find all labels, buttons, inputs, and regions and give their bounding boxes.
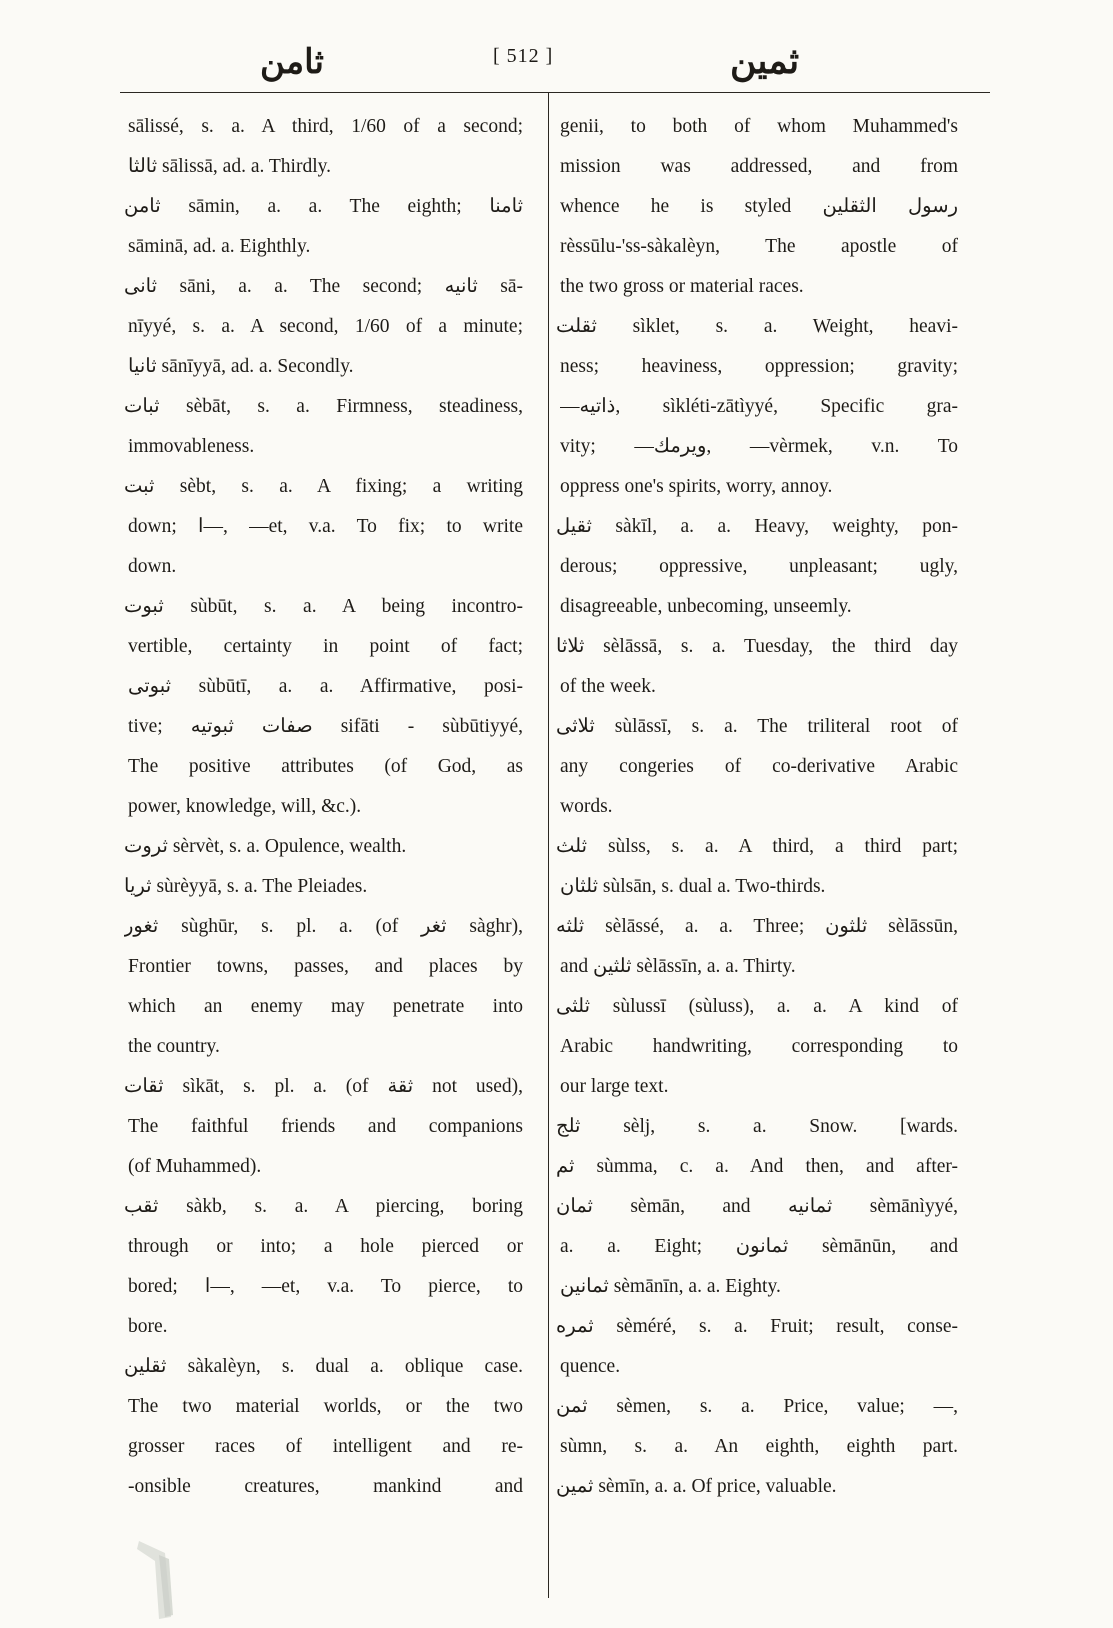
line: -onsible creatures, mankind and — [128, 1476, 523, 1497]
line: Frontier towns, passes, and places by — [128, 956, 523, 977]
line: bore. — [128, 1316, 168, 1337]
line: ثانی sāni, a. a. The second; ثانیه sā- — [124, 276, 523, 297]
line: oppress one's spirits, worry, annoy. — [560, 476, 833, 497]
line: ثلج sèlj, s. a. Snow. [wards. — [556, 1116, 958, 1137]
line: genii, to both of whom Muhammed's — [560, 116, 958, 137]
right-column — [556, 107, 958, 1507]
page-number: [ 512 ] — [493, 45, 554, 67]
line: quence. — [560, 1356, 621, 1377]
line: grosser races of intelligent and re- — [128, 1436, 523, 1457]
line: ثقلین sàkalèyn, s. dual a. oblique case. — [124, 1356, 523, 1377]
line: ثلث sùlss, s. a. A third, a third part; — [556, 836, 958, 857]
line: which an enemy may penetrate into — [128, 996, 523, 1017]
line: immovableness. — [128, 436, 255, 457]
page-header — [0, 0, 1113, 100]
line: ثمان sèmān, and ثمانیه sèmānìyyé, — [556, 1196, 958, 1217]
line: bored; ا—, —et, v.a. To pierce, to — [128, 1276, 523, 1297]
line: our large text. — [560, 1076, 669, 1097]
line: ثقلت sìklet, s. a. Weight, heavi- — [556, 316, 958, 337]
line: tive; صفات ثبوتیه sifāti - sùbūtiyyé, — [128, 716, 523, 737]
line: ثغور sùghūr, s. pl. a. (of ثغر sàghr), — [124, 916, 523, 937]
line: ثریا sùrèyyā, s. a. The Pleiades. — [124, 876, 368, 897]
line: ثروت sèrvèt, s. a. Opulence, wealth. — [124, 836, 407, 857]
line: mission was addressed, and from — [560, 156, 958, 177]
left-column — [124, 107, 523, 1507]
line: a. a. Eight; ثمانون sèmānūn, and — [560, 1236, 958, 1257]
line: of the week. — [560, 676, 656, 697]
line: disagreeable, unbecoming, unseemly. — [560, 596, 852, 617]
line: sāminā, ad. a. Eighthly. — [128, 236, 311, 257]
line: ثبت sèbt, s. a. A fixing; a writing — [124, 476, 523, 497]
line: The two material worlds, or the two — [128, 1396, 523, 1417]
line: rèssūlu-'ss-sàkalèyn, The apostle of — [560, 236, 958, 257]
column-divider — [548, 92, 549, 1598]
line: ثقب sàkb, s. a. A piercing, boring — [124, 1196, 523, 1217]
line: ثمن sèmen, s. a. Price, value; —, — [556, 1396, 958, 1417]
line: Arabic handwriting, corresponding to — [560, 1036, 958, 1057]
line: ثبات sèbāt, s. a. Firmness, steadiness, — [124, 396, 523, 417]
line: through or into; a hole pierced or — [128, 1236, 523, 1257]
line: ثبوتی sùbūtī, a. a. Affirmative, posi- — [128, 676, 523, 697]
line: ثلثی sùlussī (sùluss), a. a. A kind of — [556, 996, 958, 1017]
line: ثمین sèmīn, a. a. Of price, valuable. — [556, 1476, 837, 1497]
library-stamp-mark — [135, 1535, 185, 1621]
line: any congeries of co-derivative Arabic — [560, 756, 958, 777]
line: vity; —ویرمك, —vèrmek, v.n. To — [560, 436, 958, 457]
line: ثمانین sèmānīn, a. a. Eighty. — [560, 1276, 781, 1297]
line: ثلثه sèlāssé, a. a. Three; ثلثون sèlāssūn, — [556, 916, 958, 937]
line: sālissé, s. a. A third, 1/60 of a second; — [128, 116, 523, 137]
line: —ذاتیه, sìkléti-zātìyyé, Specific gra- — [560, 396, 958, 417]
line: power, knowledge, will, &c.). — [128, 796, 362, 817]
line: ثقیل sàkīl, a. a. Heavy, weighty, pon- — [556, 516, 958, 537]
line: The positive attributes (of God, as — [128, 756, 523, 777]
line: the country. — [128, 1036, 220, 1057]
line: ثامن sāmin, a. a. The eighth; ثامنا — [124, 196, 523, 217]
line: the two gross or material races. — [560, 276, 804, 297]
line: and ثلثین sèlāssīn, a. a. Thirty. — [560, 956, 796, 977]
line: ثلاثا sèlāssā, s. a. Tuesday, the third day — [556, 636, 958, 657]
right-catchword: ثمين — [730, 41, 800, 81]
line: words. — [560, 796, 613, 817]
left-catchword: ثامن — [260, 44, 324, 81]
line: ثبوت sùbūt, s. a. A being incontro- — [124, 596, 523, 617]
line: (of Muhammed). — [128, 1156, 262, 1177]
line: ثالثا sālissā, ad. a. Thirdly. — [128, 156, 331, 177]
line: ثمره sèméré, s. a. Fruit; result, conse- — [556, 1316, 958, 1337]
line: The faithful friends and companions — [128, 1116, 523, 1137]
line: ness; heaviness, oppression; gravity; — [560, 356, 958, 377]
line: down; ا—, —et, v.a. To fix; to write — [128, 516, 523, 537]
line: down. — [128, 556, 177, 577]
line: derous; oppressive, unpleasant; ugly, — [560, 556, 958, 577]
line: vertible, certainty in point of fact; — [128, 636, 523, 657]
line: nīyyé, s. a. A second, 1/60 of a minute; — [128, 316, 523, 337]
line: ثلاثی sùlāssī, s. a. The triliteral root of — [556, 716, 958, 737]
line: ثانیا sānīyyā, ad. a. Secondly. — [128, 356, 354, 377]
line: ثلثان sùlsān, s. dual a. Two-thirds. — [560, 876, 826, 897]
line: whence he is styled رسول الثقلین — [560, 196, 958, 217]
line: ثقات sìkāt, s. pl. a. (of ثقة not used), — [124, 1076, 523, 1097]
line: sùmn, s. a. An eighth, eighth part. — [560, 1436, 958, 1457]
line: ثم sùmma, c. a. And then, and after- — [556, 1156, 958, 1177]
header-rule — [120, 92, 990, 93]
